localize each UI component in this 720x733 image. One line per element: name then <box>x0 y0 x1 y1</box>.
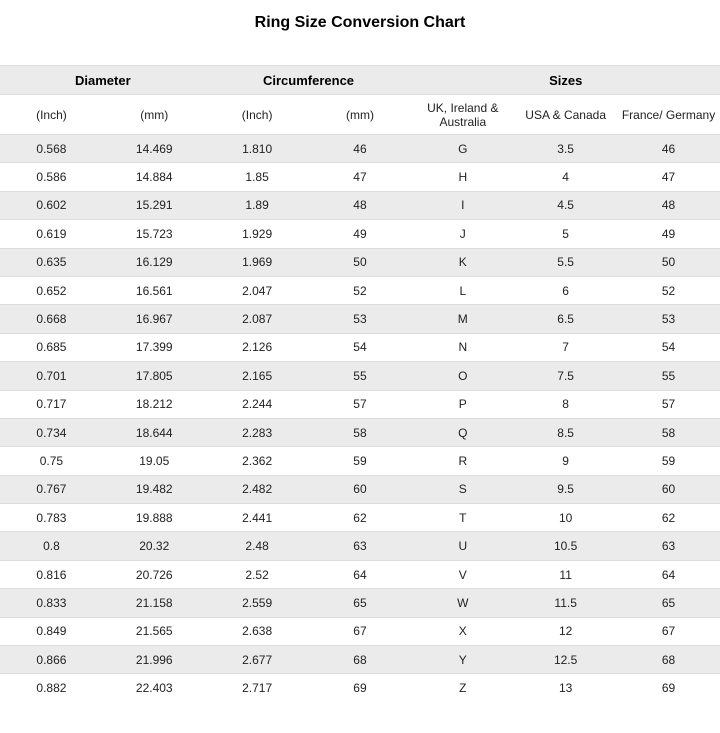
table-row <box>0 362 720 390</box>
table-cell: 2.52 <box>245 567 269 582</box>
table-cell: 6 <box>562 283 569 298</box>
column-header-usa-canada: USA & Canada <box>525 107 606 122</box>
table-row <box>0 589 720 617</box>
table-cell: 4 <box>562 170 569 185</box>
table-cell: 50 <box>353 255 367 270</box>
table-cell: 1.85 <box>245 170 269 185</box>
table-cell: 0.8 <box>43 539 60 554</box>
table-row <box>0 163 720 191</box>
table-cell: 69 <box>353 681 367 696</box>
table-cell: 60 <box>353 482 367 497</box>
table-cell: 54 <box>353 340 367 355</box>
table-cell: 7 <box>562 340 569 355</box>
table-cell: I <box>461 198 465 213</box>
table-cell: P <box>458 397 467 412</box>
table-cell: 0.685 <box>36 340 67 355</box>
table-row <box>0 135 720 163</box>
table-cell: O <box>458 368 468 383</box>
table-cell: 18.644 <box>135 425 173 440</box>
table-cell: 64 <box>353 567 367 582</box>
table-cell: 0.767 <box>36 482 67 497</box>
table-cell: 11 <box>559 567 572 582</box>
table-row <box>0 447 720 475</box>
table-cell: 14.469 <box>135 141 173 156</box>
table-cell: 65 <box>661 595 676 610</box>
table-cell: 52 <box>353 283 367 298</box>
table-cell: 47 <box>661 170 676 185</box>
column-header-mm: (mm) <box>140 107 169 122</box>
table-cell: 59 <box>353 453 367 468</box>
table-cell: 0.866 <box>36 652 67 667</box>
table-cell: 16.561 <box>135 283 173 298</box>
table-row <box>0 617 720 645</box>
column-header-inch: (Inch) <box>241 107 273 122</box>
table-cell: G <box>458 141 468 156</box>
table-cell: 2.047 <box>242 283 273 298</box>
table-cell: 1.810 <box>242 141 273 156</box>
table-cell: 0.619 <box>36 226 67 241</box>
table-cell: 62 <box>353 510 367 525</box>
table-cell: 62 <box>661 510 676 525</box>
table-cell: 1.89 <box>245 198 269 213</box>
table-cell: 14.884 <box>135 170 173 185</box>
table-cell: 57 <box>661 397 676 412</box>
table-cell: 16.129 <box>135 255 173 270</box>
table-cell: 67 <box>661 624 676 639</box>
table-row <box>0 560 720 588</box>
table-header <box>0 66 720 135</box>
table-cell: 63 <box>661 539 676 554</box>
table-cell: 67 <box>353 624 367 639</box>
table-cell: 5 <box>562 226 569 241</box>
table-cell: 55 <box>353 368 367 383</box>
table-row <box>0 504 720 532</box>
table-cell: 2.717 <box>242 681 273 696</box>
table-cell: 48 <box>661 198 676 213</box>
table-cell: 53 <box>353 312 367 327</box>
table-row <box>0 674 720 702</box>
table-cell: 0.734 <box>36 425 67 440</box>
table-row <box>0 646 720 674</box>
group-header-row <box>0 66 720 95</box>
table-cell: M <box>457 312 468 327</box>
table-cell: H <box>458 170 468 185</box>
table-cell: 2.638 <box>242 624 273 639</box>
table-row <box>0 248 720 276</box>
table-cell: 49 <box>353 226 367 241</box>
table-cell: 48 <box>353 198 367 213</box>
table-cell: 46 <box>353 141 367 156</box>
table-row <box>0 305 720 333</box>
column-header-inch: (Inch) <box>36 107 67 122</box>
table-cell: 2.126 <box>242 340 273 355</box>
table-cell: 2.362 <box>242 453 273 468</box>
table-cell: 15.291 <box>135 198 173 213</box>
sub-header-row <box>0 95 720 135</box>
table-cell: T <box>459 510 467 525</box>
column-header-uk-ireland-australia: UK, Ireland & Australia <box>427 100 499 129</box>
table-cell: 4.5 <box>557 198 574 213</box>
table-cell: 11.5 <box>554 595 577 610</box>
table-cell: Z <box>459 681 467 696</box>
table-cell: 59 <box>661 453 676 468</box>
table-cell: 0.668 <box>36 312 67 327</box>
table-cell: L <box>459 283 467 298</box>
table-cell: 20.32 <box>139 539 170 554</box>
table-cell: 0.568 <box>36 141 67 156</box>
table-cell: 17.399 <box>135 340 173 355</box>
table-row <box>0 220 720 248</box>
column-header-mm: (mm) <box>345 107 374 122</box>
table-cell: 1.929 <box>242 226 273 241</box>
table-cell: 0.652 <box>36 283 67 298</box>
table-cell: 21.565 <box>135 624 173 639</box>
table-row <box>0 475 720 503</box>
table-cell: 12 <box>558 624 573 639</box>
table-cell: 46 <box>661 141 676 156</box>
group-header-circumference: Circumference <box>263 72 355 88</box>
table-cell: 60 <box>661 482 676 497</box>
table-cell: 49 <box>661 226 676 241</box>
table-cell: 19.05 <box>139 453 170 468</box>
table-cell: Q <box>458 425 468 440</box>
table-cell: Y <box>458 652 467 667</box>
table-cell: 2.165 <box>242 368 273 383</box>
table-cell: 0.882 <box>36 681 67 696</box>
table-cell: 3.5 <box>557 141 574 156</box>
table-cell: 6.5 <box>557 312 574 327</box>
table-cell: 8 <box>562 397 569 412</box>
table-cell: U <box>458 539 468 554</box>
table-cell: R <box>458 453 468 468</box>
table-cell: W <box>457 595 469 610</box>
table-cell: 2.087 <box>242 312 273 327</box>
table-cell: J <box>459 226 466 241</box>
table-cell: 55 <box>661 368 676 383</box>
table-cell: 63 <box>353 539 367 554</box>
table-cell: 16.967 <box>135 312 173 327</box>
table-cell: 0.635 <box>36 255 67 270</box>
table-cell: V <box>458 567 467 582</box>
table-row <box>0 418 720 446</box>
table-cell: 47 <box>353 170 367 185</box>
table-cell: S <box>458 482 467 497</box>
table-row <box>0 276 720 304</box>
table-cell: 1.969 <box>242 255 273 270</box>
table-cell: 8.5 <box>557 425 574 440</box>
table-cell: 2.441 <box>242 510 273 525</box>
table-cell: 0.701 <box>36 368 67 383</box>
table-cell: 68 <box>661 652 676 667</box>
table-cell: 12.5 <box>553 652 578 667</box>
table-row <box>0 390 720 418</box>
table-cell: 17.805 <box>135 368 173 383</box>
page-title: Ring Size Conversion Chart <box>254 14 466 31</box>
table-row <box>0 532 720 560</box>
table-cell: 2.559 <box>242 595 273 610</box>
table-cell: 0.833 <box>36 595 67 610</box>
table-cell: 21.996 <box>135 652 173 667</box>
column-header-france-germany: France/ Germany <box>621 107 716 122</box>
table-cell: 58 <box>353 425 367 440</box>
table-cell: 0.849 <box>36 624 67 639</box>
group-header-diameter: Diameter <box>75 72 131 88</box>
table-cell: 64 <box>661 567 676 582</box>
table-cell: 69 <box>661 681 676 696</box>
table-cell: 57 <box>353 397 367 412</box>
table-cell: 18.212 <box>135 397 173 412</box>
table-cell: 0.783 <box>36 510 67 525</box>
table-cell: 21.158 <box>135 595 173 610</box>
table-cell: 0.75 <box>39 453 64 468</box>
table-cell: 20.726 <box>135 567 173 582</box>
table-body <box>0 135 720 703</box>
table-cell: 50 <box>661 255 676 270</box>
table-row <box>0 333 720 361</box>
table-cell: X <box>458 624 467 639</box>
ring-size-conversion-table <box>0 65 720 702</box>
table-cell: 2.677 <box>242 652 273 667</box>
table-cell: 53 <box>661 312 676 327</box>
table-cell: 2.48 <box>245 539 269 554</box>
table-row <box>0 191 720 219</box>
table-cell: 5.5 <box>557 255 574 270</box>
table-cell: 68 <box>353 652 367 667</box>
table-cell: 52 <box>661 283 676 298</box>
table-cell: 19.888 <box>135 510 173 525</box>
table-cell: N <box>458 340 468 355</box>
table-cell: 9.5 <box>557 482 574 497</box>
table-cell: 0.586 <box>36 170 67 185</box>
table-cell: 19.482 <box>135 482 173 497</box>
table-cell: 9 <box>562 453 569 468</box>
table-cell: 7.5 <box>557 368 574 383</box>
table-cell: 0.602 <box>36 198 67 213</box>
table-cell: 13 <box>558 681 573 696</box>
table-cell: 15.723 <box>135 226 173 241</box>
table-cell: 10 <box>558 510 573 525</box>
table-cell: K <box>458 255 467 270</box>
table-cell: 58 <box>661 425 676 440</box>
table-cell: 10.5 <box>553 539 578 554</box>
table-cell: 2.283 <box>242 425 273 440</box>
table-cell: 0.717 <box>36 397 67 412</box>
table-cell: 2.244 <box>242 397 273 412</box>
table-cell: 2.482 <box>242 482 273 497</box>
group-header-sizes: Sizes <box>549 72 583 88</box>
table-cell: 54 <box>661 340 676 355</box>
table-cell: 65 <box>353 595 367 610</box>
table-cell: 22.403 <box>135 681 173 696</box>
table-cell: 0.816 <box>36 567 67 582</box>
